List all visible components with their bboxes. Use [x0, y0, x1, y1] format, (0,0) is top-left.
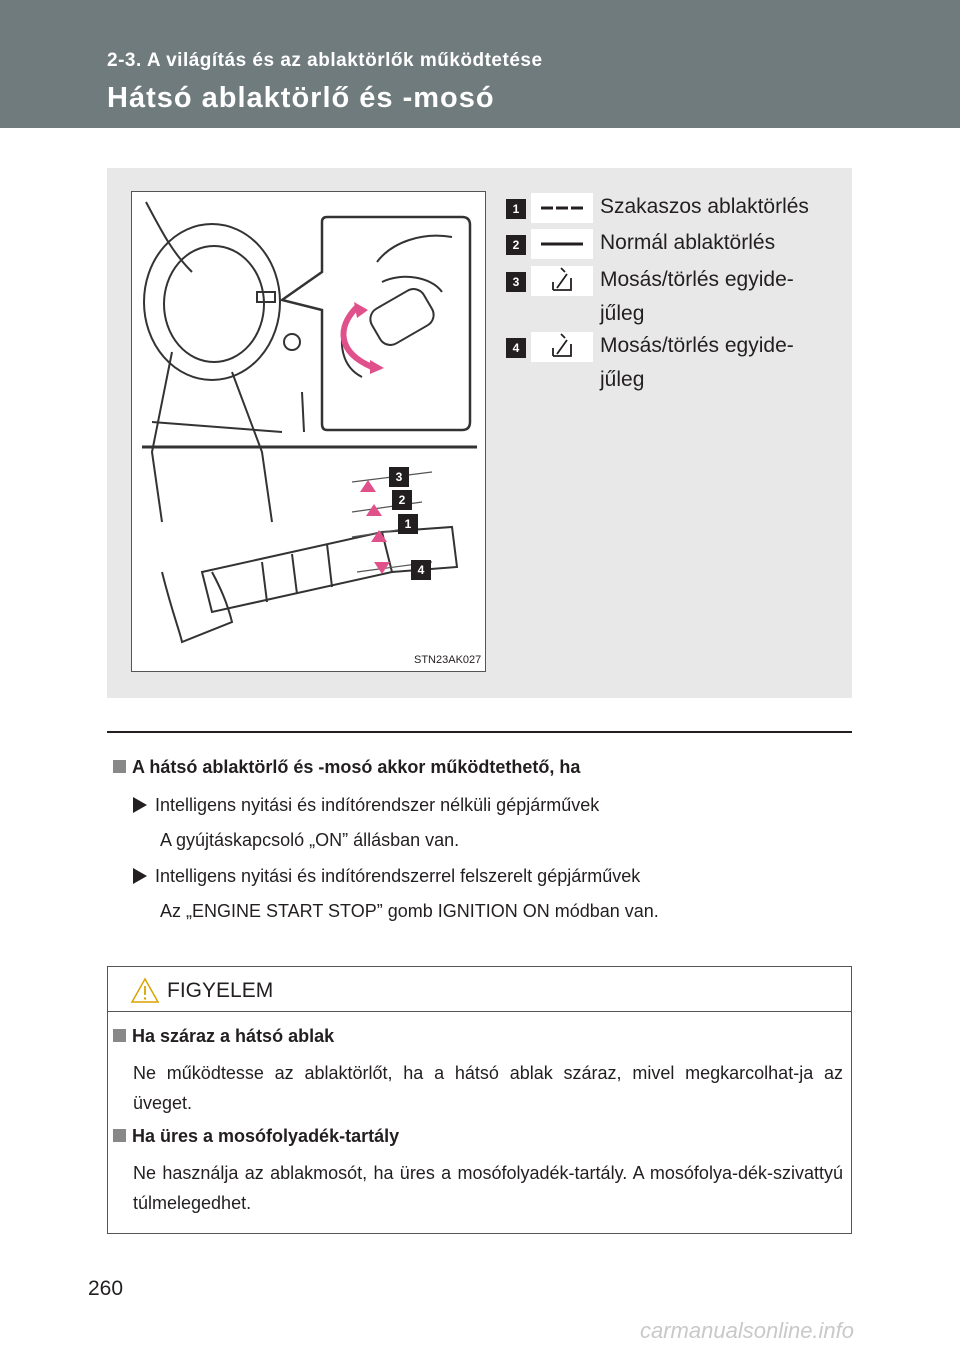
condition-detail-1: A gyújtáskapcsoló „ON” állásban van.	[160, 830, 460, 850]
legend-num-2: 2	[506, 235, 526, 255]
warning-subheading-1: Ha száraz a hátsó ablak	[113, 1026, 334, 1047]
legend-text-4-line1: Mosás/törlés egyide-	[600, 334, 794, 357]
condition-item-1: Intelligens nyitási és indítórendszer nélküli gépjárművek	[133, 795, 599, 816]
legend-text-3	[600, 263, 794, 331]
square-bullet-icon	[113, 760, 126, 773]
wiper-switch-illustration	[131, 191, 486, 672]
warning-text-2: Ne használja az ablakmosót, ha üres a mosófolyadék-tartály. A mosófolya-dék-szivattyú túlmelegedhet.	[133, 1163, 843, 1213]
washer-icon	[531, 266, 593, 296]
page-title: Hátsó ablaktörlő és -mosó	[107, 82, 495, 114]
legend-num-4: 4	[506, 338, 526, 358]
section-title: 2-3. A világítás és az ablaktörlők működtetése	[107, 50, 543, 71]
dashed-line-icon	[531, 193, 593, 223]
warning-text-1: Ne működtesse az ablaktörlőt, ha a hátsó ablak száraz, mivel megkarcolhat-ja az üveget.	[133, 1063, 843, 1113]
legend-text-4-line2: jűleg	[600, 368, 645, 391]
warning-header	[108, 967, 851, 1012]
legend-num-1: 1	[506, 199, 526, 219]
condition-item-2: Intelligens nyitási és indítórendszerrel felszerelt gépjárművek	[133, 866, 640, 887]
page-header	[0, 0, 960, 128]
legend-text-2: Normál ablaktörlés	[600, 231, 776, 254]
wiper-lever-drawing	[132, 192, 485, 671]
callout-1: 1	[398, 514, 418, 534]
warning-title: FIGYELEM	[167, 979, 274, 1002]
square-bullet-icon	[113, 1029, 126, 1042]
triangle-bullet-icon	[133, 868, 147, 884]
condition-heading: A hátsó ablaktörlő és -mosó akkor működtethető, ha	[113, 757, 580, 778]
legend-text-1: Szakaszos ablaktörlés	[600, 195, 809, 218]
page-number: 260	[88, 1277, 124, 1300]
triangle-bullet-icon	[133, 797, 147, 813]
callout-4: 4	[411, 560, 431, 580]
legend-text-3-line2: jűleg	[600, 302, 645, 325]
washer-icon	[531, 332, 593, 362]
callout-2: 2	[392, 490, 412, 510]
legend-num-3: 3	[506, 272, 526, 292]
solid-line-icon	[531, 229, 593, 259]
warning-triangle-icon	[130, 976, 160, 1004]
condition-detail-2: Az „ENGINE START STOP” gomb IGNITION ON módban van.	[160, 901, 659, 921]
warning-subheading-2: Ha üres a mosófolyadék-tartály	[113, 1126, 399, 1147]
legend-text-4	[600, 329, 794, 397]
legend-text-3-line1: Mosás/törlés egyide-	[600, 268, 794, 291]
square-bullet-icon	[113, 1129, 126, 1142]
watermark: carmanualsonline.info	[640, 1318, 855, 1343]
callout-3: 3	[389, 467, 409, 487]
figure-code: STN23AK027	[414, 654, 482, 666]
divider	[107, 731, 852, 733]
